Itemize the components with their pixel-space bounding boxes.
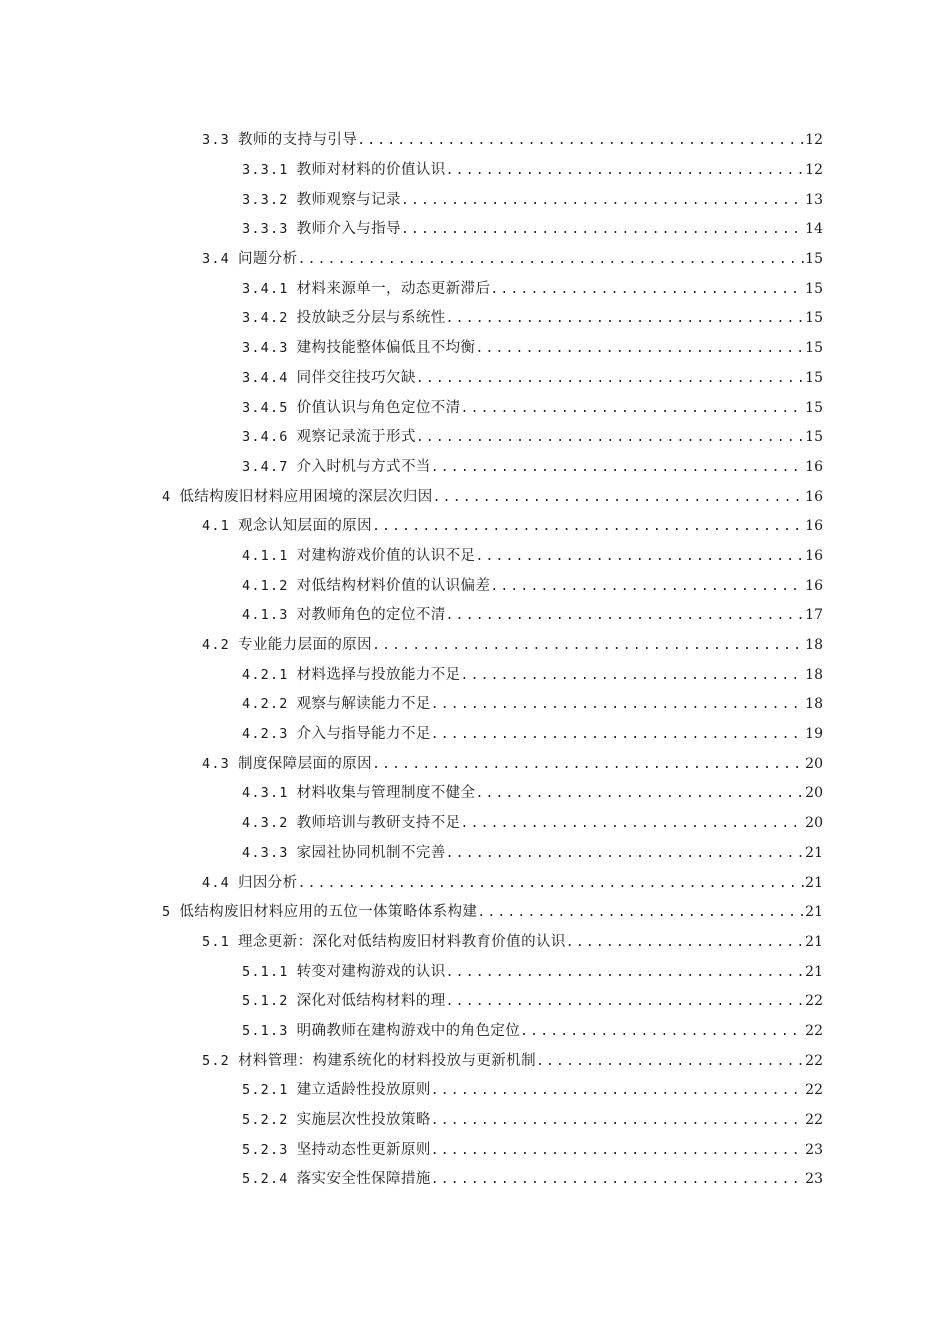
toc-entry-title: 转变对建构游戏的认识 xyxy=(296,963,446,980)
toc-entry-number: 3.4.3 xyxy=(242,340,289,357)
toc-entry-number: 4.2.2 xyxy=(242,696,289,713)
toc-entry[interactable] xyxy=(0,1046,950,1076)
toc-entry-line xyxy=(202,874,823,893)
toc-entry[interactable] xyxy=(0,690,950,720)
toc-entry-line xyxy=(242,458,823,477)
toc-entry-title: 制度保障层面的原因 xyxy=(237,755,373,772)
toc-dot-leader xyxy=(475,785,804,803)
toc-entry[interactable] xyxy=(0,393,950,423)
toc-entry[interactable] xyxy=(0,957,950,987)
toc-entry-line xyxy=(242,606,823,625)
toc-entry-title: 归因分析 xyxy=(237,874,298,891)
toc-entry[interactable] xyxy=(0,512,950,542)
toc-entry[interactable] xyxy=(0,720,950,750)
toc-entry-number: 4.3 xyxy=(202,755,230,772)
toc-dot-leader xyxy=(446,310,805,328)
toc-entry-page-number: 16 xyxy=(805,458,823,475)
toc-entry-number: 4 xyxy=(162,488,172,505)
toc-dot-leader xyxy=(401,192,804,210)
toc-entry-number: 4.3.2 xyxy=(242,815,289,832)
toc-entry-page-number: 12 xyxy=(805,132,823,149)
toc-entry-page-number: 15 xyxy=(805,399,823,416)
toc-entry-number: 5.1.2 xyxy=(242,993,289,1010)
toc-entry[interactable] xyxy=(0,1017,950,1047)
toc-entry-page-number: 22 xyxy=(805,1052,823,1069)
toc-entry-page-number: 13 xyxy=(805,191,823,208)
toc-entry-page-number: 15 xyxy=(805,280,823,297)
toc-entry-page-number: 17 xyxy=(805,607,823,624)
toc-entry-line xyxy=(242,784,823,803)
toc-entry-title: 教师观察与记录 xyxy=(296,191,401,208)
toc-entry-line xyxy=(242,339,823,358)
toc-entry-title: 对教师角色的定位不清 xyxy=(296,607,446,624)
toc-dot-leader xyxy=(433,489,805,507)
toc-entry-line xyxy=(242,220,823,239)
toc-entry-title: 对建构游戏价值的认识不足 xyxy=(296,547,476,564)
toc-entry-number: 4.3.1 xyxy=(242,785,289,802)
toc-dot-leader xyxy=(372,518,804,536)
toc-entry-number: 4.1.1 xyxy=(242,547,289,564)
toc-entry-title: 教师对材料的价值认识 xyxy=(296,162,446,179)
toc-dot-leader xyxy=(446,845,805,863)
toc-entry[interactable] xyxy=(0,839,950,869)
toc-entry-title: 实施层次性投放策略 xyxy=(296,1112,431,1129)
toc-dot-leader xyxy=(461,400,805,418)
toc-entry[interactable] xyxy=(0,453,950,483)
toc-entry-page-number: 20 xyxy=(805,815,823,832)
toc-entry-title: 材料来源单一，动态更新滞后 xyxy=(296,280,491,297)
toc-entry-page-number: 21 xyxy=(805,904,823,921)
toc-dot-leader xyxy=(298,875,805,893)
toc-dot-leader xyxy=(298,251,805,269)
toc-entry-title: 专业能力层面的原因 xyxy=(237,637,373,654)
toc-dot-leader xyxy=(431,726,804,744)
toc-entry-number: 5.2.4 xyxy=(242,1171,289,1188)
toc-entry-page-number: 16 xyxy=(805,577,823,594)
toc-entry[interactable] xyxy=(0,185,950,215)
toc-entry-page-number: 19 xyxy=(805,726,823,743)
toc-entry-page-number: 23 xyxy=(805,1141,823,1158)
toc-dot-leader xyxy=(431,696,804,714)
toc-dot-leader xyxy=(401,221,804,239)
toc-entry-line xyxy=(242,814,823,833)
toc-entry-line xyxy=(242,399,823,418)
toc-entry-title: 教师介入与指导 xyxy=(296,221,401,238)
toc-entry-title: 建立适龄性投放原则 xyxy=(296,1082,431,1099)
toc-entry[interactable] xyxy=(0,928,950,958)
toc-entry-page-number: 21 xyxy=(805,963,823,980)
toc-entry[interactable] xyxy=(0,868,950,898)
toc-entry-number: 3.3 xyxy=(202,132,230,149)
toc-entry[interactable] xyxy=(0,987,950,1017)
toc-entry-title: 低结构废旧材料应用的五位一体策略体系构建 xyxy=(179,904,478,921)
toc-entry-line xyxy=(242,992,823,1011)
toc-entry-page-number: 21 xyxy=(805,874,823,891)
toc-entry-number: 5.2 xyxy=(202,1052,230,1069)
toc-entry-number: 4.2.3 xyxy=(242,726,289,743)
toc-entry-line xyxy=(242,161,823,180)
toc-entry-line xyxy=(162,488,823,507)
toc-entry-number: 5.1.1 xyxy=(242,963,289,980)
toc-entry-line xyxy=(242,1170,823,1189)
toc-entry[interactable] xyxy=(0,631,950,661)
toc-entry-title: 观察与解读能力不足 xyxy=(296,696,431,713)
toc-entry-page-number: 20 xyxy=(805,755,823,772)
toc-entry-page-number: 16 xyxy=(805,488,823,505)
toc-entry-title: 介入与指导能力不足 xyxy=(296,726,431,743)
toc-entry-title: 问题分析 xyxy=(237,251,298,268)
toc-entry-title: 家园社协同机制不完善 xyxy=(296,844,446,861)
toc-entry-page-number: 15 xyxy=(805,251,823,268)
toc-entry[interactable] xyxy=(0,274,950,304)
toc-entry-line xyxy=(242,844,823,863)
toc-entry-title: 观察记录流于形式 xyxy=(296,429,416,446)
toc-entry-title: 投放缺乏分层与系统性 xyxy=(296,310,446,327)
toc-entry[interactable] xyxy=(0,156,950,186)
toc-dot-leader xyxy=(416,429,804,447)
toc-dot-leader xyxy=(490,281,804,299)
toc-entry-page-number: 22 xyxy=(805,1022,823,1039)
toc-entry[interactable] xyxy=(0,660,950,690)
toc-entry[interactable] xyxy=(0,126,950,156)
toc-entry-number: 3.4.6 xyxy=(242,429,289,446)
toc-entry-page-number: 15 xyxy=(805,369,823,386)
toc-entry-line xyxy=(242,1081,823,1100)
toc-dot-leader xyxy=(520,1023,804,1041)
toc-entry-page-number: 18 xyxy=(805,696,823,713)
toc-entry-page-number: 23 xyxy=(805,1171,823,1188)
toc-entry-number: 5 xyxy=(162,904,172,921)
toc-dot-leader xyxy=(357,132,804,150)
toc-entry-number: 3.3.3 xyxy=(242,221,289,238)
toc-entry-line xyxy=(202,636,823,655)
toc-dot-leader xyxy=(431,1082,804,1100)
toc-entry-number: 3.4.7 xyxy=(242,458,289,475)
toc-entry-title: 落实安全性保障措施 xyxy=(296,1171,431,1188)
toc-dot-leader xyxy=(461,667,805,685)
toc-entry[interactable] xyxy=(0,334,950,364)
toc-entry-page-number: 21 xyxy=(805,933,823,950)
toc-dot-leader xyxy=(477,904,804,922)
toc-entry[interactable] xyxy=(0,304,950,334)
toc-entry-page-number: 22 xyxy=(805,1112,823,1129)
toc-entry-title: 建构技能整体偏低且不均衡 xyxy=(296,340,476,357)
toc-entry-line xyxy=(242,547,823,566)
toc-entry-line xyxy=(242,369,823,388)
toc-entry-line xyxy=(242,280,823,299)
toc-dot-leader xyxy=(446,993,805,1011)
toc-entry-page-number: 18 xyxy=(805,666,823,683)
toc-dot-leader xyxy=(446,964,805,982)
toc-entry-line xyxy=(242,309,823,328)
toc-entry[interactable] xyxy=(0,423,950,453)
toc-dot-leader xyxy=(566,934,804,952)
toc-entry-page-number: 14 xyxy=(805,221,823,238)
toc-entry-number: 3.4 xyxy=(202,251,230,268)
toc-entry-line xyxy=(162,903,823,922)
toc-entry-page-number: 22 xyxy=(805,993,823,1010)
toc-entry-number: 3.3.2 xyxy=(242,191,289,208)
toc-entry-line xyxy=(242,577,823,596)
toc-entry[interactable] xyxy=(0,601,950,631)
toc-entry[interactable] xyxy=(0,898,950,928)
toc-entry-line xyxy=(202,933,823,952)
toc-dot-leader xyxy=(536,1053,804,1071)
toc-dot-leader xyxy=(431,1112,804,1130)
toc-entry[interactable] xyxy=(0,542,950,572)
toc-entry-number: 4.2 xyxy=(202,637,230,654)
toc-entry-page-number: 18 xyxy=(805,637,823,654)
toc-entry-title: 材料收集与管理制度不健全 xyxy=(296,785,476,802)
toc-entry-line xyxy=(242,191,823,210)
toc-entry-line xyxy=(202,131,823,150)
toc-entry-number: 5.2.1 xyxy=(242,1082,289,1099)
toc-entry-number: 4.2.1 xyxy=(242,666,289,683)
toc-entry-number: 4.1.3 xyxy=(242,607,289,624)
toc-entry-line xyxy=(242,1111,823,1130)
toc-dot-leader xyxy=(461,815,805,833)
toc-entry[interactable] xyxy=(0,1106,950,1136)
toc-entry-title: 明确教师在建构游戏中的角色定位 xyxy=(296,1022,521,1039)
toc-entry[interactable] xyxy=(0,779,950,809)
toc-entry-page-number: 16 xyxy=(805,518,823,535)
toc-entry[interactable] xyxy=(0,1165,950,1195)
toc-entry-page-number: 22 xyxy=(805,1082,823,1099)
toc-entry-title: 理念更新：深化对低结构废旧材料教育价值的认识 xyxy=(237,933,566,950)
toc-entry-number: 5.2.2 xyxy=(242,1112,289,1129)
toc-entry-number: 4.1 xyxy=(202,518,230,535)
toc-entry-page-number: 15 xyxy=(805,429,823,446)
toc-entry[interactable] xyxy=(0,1076,950,1106)
toc-entry-title: 材料管理：构建系统化的材料投放与更新机制 xyxy=(237,1052,536,1069)
toc-entry-title: 坚持动态性更新原则 xyxy=(296,1141,431,1158)
toc-entry-page-number: 15 xyxy=(805,340,823,357)
toc-entry[interactable] xyxy=(0,482,950,512)
toc-entry-title: 材料选择与投放能力不足 xyxy=(296,666,461,683)
toc-dot-leader xyxy=(490,578,804,596)
toc-entry-number: 3.4.2 xyxy=(242,310,289,327)
toc-entry[interactable] xyxy=(0,364,950,394)
toc-dot-leader xyxy=(431,1142,804,1160)
toc-entry-number: 5.2.3 xyxy=(242,1141,289,1158)
toc-entry-line xyxy=(242,666,823,685)
toc-entry-line xyxy=(202,250,823,269)
toc-entry-number: 3.4.5 xyxy=(242,399,289,416)
toc-entry-line xyxy=(242,1141,823,1160)
toc-dot-leader xyxy=(431,1171,804,1189)
toc-entry-title: 观念认知层面的原因 xyxy=(237,518,373,535)
toc-entry[interactable] xyxy=(0,245,950,275)
toc-entry-title: 教师培训与教研支持不足 xyxy=(296,815,461,832)
toc-entry-number: 3.3.1 xyxy=(242,162,289,179)
toc-dot-leader xyxy=(416,370,804,388)
toc-entry-number: 4.1.2 xyxy=(242,577,289,594)
toc-entry-number: 5.1.3 xyxy=(242,1022,289,1039)
toc-entry-number: 4.4 xyxy=(202,874,230,891)
toc-dot-leader xyxy=(475,340,804,358)
toc-entry[interactable] xyxy=(0,1135,950,1165)
toc-entry-page-number: 20 xyxy=(805,785,823,802)
toc-dot-leader xyxy=(431,459,804,477)
toc-entry[interactable] xyxy=(0,571,950,601)
toc-entry-line xyxy=(242,1022,823,1041)
toc-entry-title: 深化对低结构材料的理 xyxy=(296,993,446,1010)
toc-entry-number: 5.1 xyxy=(202,933,230,950)
toc-entry-title: 低结构废旧材料应用困境的深层次归因 xyxy=(179,488,433,505)
toc-dot-leader xyxy=(446,607,805,625)
toc-dot-leader xyxy=(372,756,804,774)
toc-entry-number: 4.3.3 xyxy=(242,844,289,861)
toc-entry-line xyxy=(202,755,823,774)
toc-entry-number: 3.4.1 xyxy=(242,280,289,297)
toc-dot-leader xyxy=(475,548,804,566)
toc-entry-page-number: 15 xyxy=(805,310,823,327)
toc-entry-line xyxy=(242,725,823,744)
toc-entry-title: 价值认识与角色定位不清 xyxy=(296,399,461,416)
toc-entry-page-number: 16 xyxy=(805,547,823,564)
toc-entry-line xyxy=(242,428,823,447)
toc-entry-line xyxy=(242,695,823,714)
toc-dot-leader xyxy=(446,162,805,180)
toc-entry-title: 对低结构材料价值的认识偏差 xyxy=(296,577,491,594)
toc-entry[interactable] xyxy=(0,809,950,839)
toc-entry-line xyxy=(202,1052,823,1071)
toc-entry[interactable] xyxy=(0,749,950,779)
toc-entry-page-number: 21 xyxy=(805,844,823,861)
toc-entry-title: 介入时机与方式不当 xyxy=(296,458,431,475)
toc-entry-title: 同伴交往技巧欠缺 xyxy=(296,369,416,386)
toc-entry-page-number: 12 xyxy=(805,162,823,179)
toc-entry-number: 3.4.4 xyxy=(242,369,289,386)
toc-entry[interactable] xyxy=(0,215,950,245)
toc-dot-leader xyxy=(372,637,804,655)
toc-entry-line xyxy=(242,963,823,982)
toc-entry-line xyxy=(202,517,823,536)
toc-entry-title: 教师的支持与引导 xyxy=(237,132,358,149)
table-of-contents xyxy=(0,126,950,1195)
